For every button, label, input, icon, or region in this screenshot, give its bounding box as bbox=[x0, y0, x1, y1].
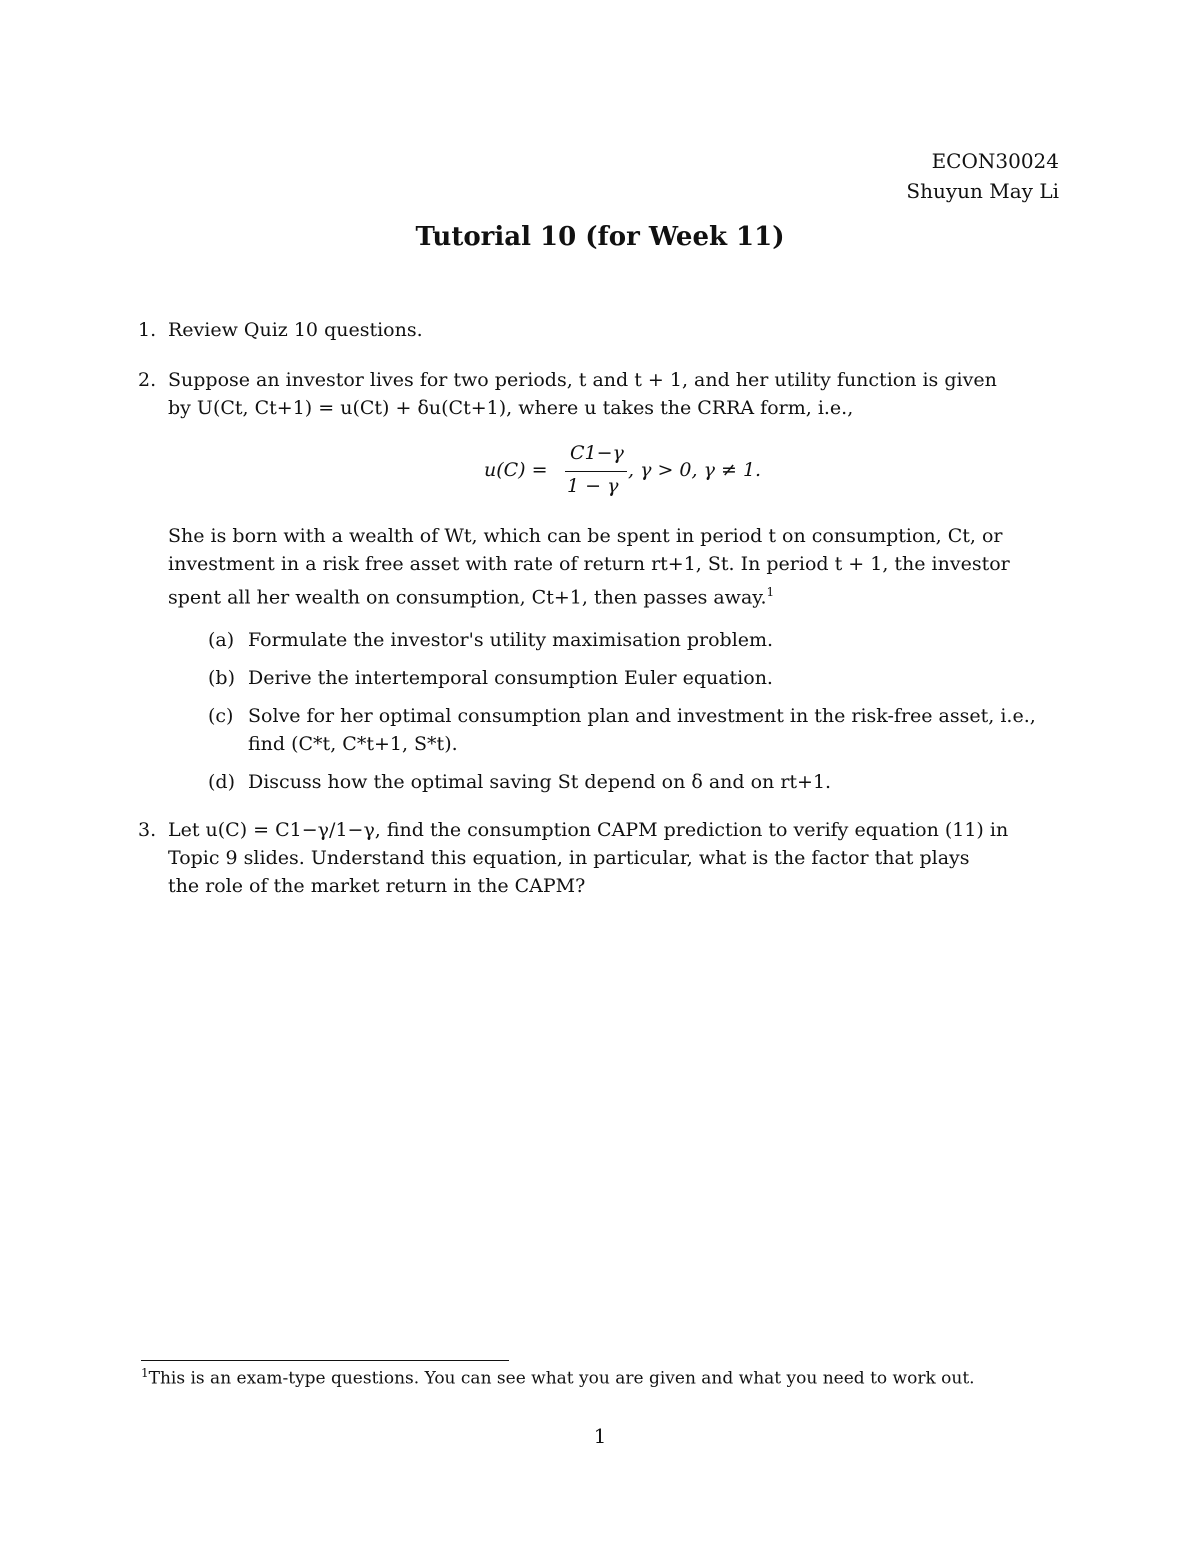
paragraph-text: spent all her wealth on consumption, Ct+1, then passes away. bbox=[168, 586, 767, 609]
footnote bbox=[141, 1366, 975, 1389]
question-number: 2. bbox=[138, 369, 157, 391]
paragraph-line bbox=[168, 578, 1060, 611]
question-1 bbox=[138, 316, 1060, 344]
part-label: (d) bbox=[208, 771, 235, 793]
part-label: (b) bbox=[208, 667, 235, 689]
equation-rhs: , γ > 0, γ ≠ 1. bbox=[628, 459, 762, 481]
footnote-text: This is an exam-type questions. You can see what you are given and what you need to work out. bbox=[148, 1368, 975, 1389]
part-text: Discuss how the optimal saving St depend on δ and on rt+1. bbox=[248, 771, 832, 793]
question-2 bbox=[138, 366, 1060, 422]
part-text: Solve for her optimal consumption plan and investment in the risk-free asset, i.e., bbox=[248, 705, 1036, 727]
question-line: Suppose an investor lives for two periods, t and t + 1, and her utility function is given bbox=[168, 369, 997, 391]
part-text-continued: find (C*t, C*t+1, S*t). bbox=[248, 733, 458, 755]
paragraph-line: investment in a risk free asset with rate of return rt+1, St. In period t + 1, the investor bbox=[168, 553, 1010, 575]
question-line: Let u(C) = C1−γ/1−γ, find the consumption CAPM prediction to verify equation (11) in bbox=[168, 819, 1009, 841]
part-text: Derive the intertemporal consumption Euler equation. bbox=[248, 667, 773, 689]
question-3 bbox=[138, 816, 1060, 900]
part-text: Formulate the investor's utility maximisation problem. bbox=[248, 629, 774, 651]
question-line: by U(Ct, Ct+1) = u(Ct) + δu(Ct+1), where u takes the CRRA form, i.e., bbox=[168, 397, 854, 419]
author-name: Shuyun May Li bbox=[906, 179, 1059, 203]
part-label: (a) bbox=[208, 629, 235, 651]
crra-equation bbox=[0, 442, 1200, 502]
part-label: (c) bbox=[208, 705, 234, 727]
question-text: Review Quiz 10 questions. bbox=[168, 319, 423, 341]
equation-denominator: 1 − γ bbox=[567, 475, 619, 497]
question-number: 1. bbox=[138, 319, 157, 341]
question-line: the role of the market return in the CAPM? bbox=[168, 875, 586, 897]
paragraph-line: She is born with a wealth of Wt, which can be spent in period t on consumption, Ct, or bbox=[168, 525, 1003, 547]
header-block bbox=[906, 146, 1059, 206]
fraction-bar bbox=[565, 471, 627, 472]
equation-lhs: u(C) = bbox=[484, 459, 548, 481]
course-code: ECON30024 bbox=[931, 149, 1059, 173]
footnote-divider bbox=[141, 1360, 509, 1361]
footnote-mark: 1 bbox=[141, 1366, 149, 1380]
page-title: Tutorial 10 (for Week 11) bbox=[415, 222, 785, 252]
question-line: Topic 9 slides. Understand this equation, in particular, what is the factor that plays bbox=[168, 847, 970, 869]
equation-numerator: C1−γ bbox=[570, 442, 624, 464]
question-2-paragraph bbox=[168, 522, 1060, 611]
question-number: 3. bbox=[138, 819, 157, 841]
footnote-mark: 1 bbox=[766, 585, 775, 599]
page-number: 1 bbox=[593, 1424, 607, 1448]
